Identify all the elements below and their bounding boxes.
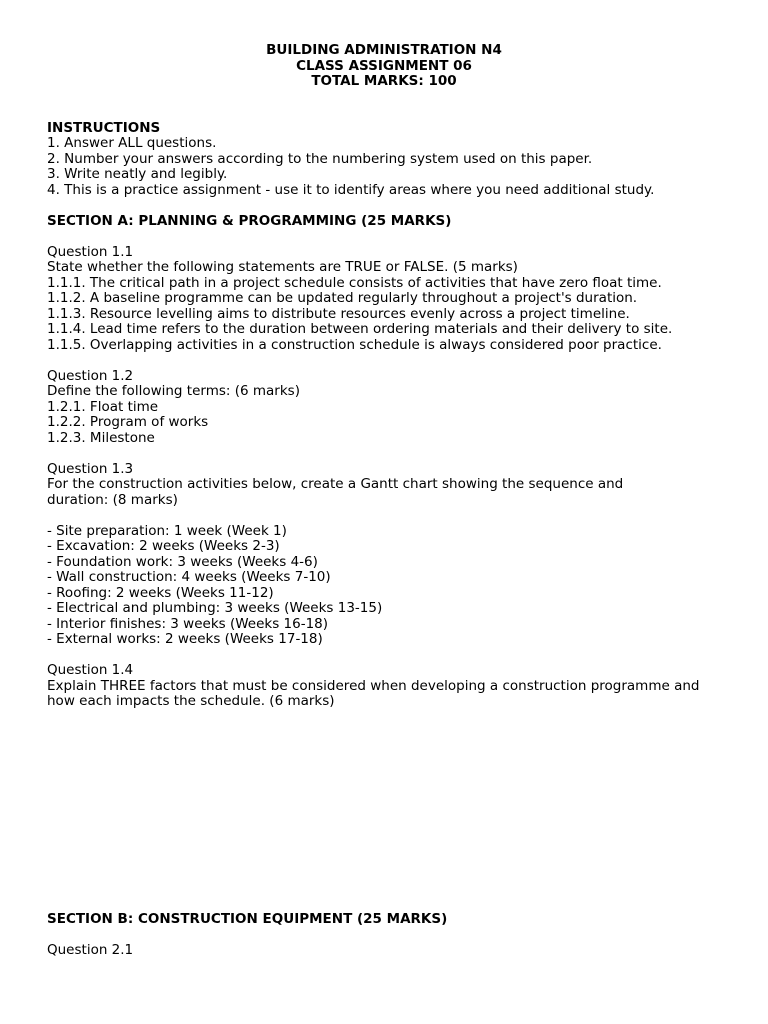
- section-b-heading: SECTION B: CONSTRUCTION EQUIPMENT (25 MARKS): [47, 910, 448, 927]
- instruction-item: 4. This is a practice assignment - use it to identify areas where you need additional study.: [47, 181, 655, 198]
- question-label: Question 1.2: [47, 367, 134, 384]
- question-item: 1.2.1. Float time: [47, 398, 159, 415]
- instruction-item: 3. Write neatly and legibly.: [47, 166, 228, 182]
- question-1-4: [47, 663, 727, 710]
- question-item: 1.1.2. A baseline programme can be updated regularly throughout a project's duration.: [47, 290, 638, 306]
- activity-item: - Interior finishes: 3 weeks (Weeks 16-18): [47, 615, 329, 632]
- activity-item: - Wall construction: 4 weeks (Weeks 7-10): [47, 569, 331, 585]
- question-item: 1.1.1. The critical path in a project schedule consists of activities that have zero float time.: [47, 274, 662, 291]
- question-item: 1.1.5. Overlapping activities in a construction schedule is always considered poor practice.: [47, 336, 662, 353]
- instructions-block: [47, 121, 727, 199]
- header-subtitle: CLASS ASSIGNMENT 06: [296, 57, 472, 74]
- assignment-page: [47, 43, 727, 958]
- section-a-heading: SECTION A: PLANNING & PROGRAMMING (25 MARKS): [47, 212, 452, 229]
- question-prompt: Define the following terms: (6 marks): [47, 383, 300, 399]
- question-1-2: [47, 369, 727, 447]
- question-item: 1.2.3. Milestone: [47, 429, 155, 446]
- question-prompt: Explain THREE factors that must be considered when developing a construction programme and how each impacts the schedule. (6 marks): [47, 677, 700, 709]
- header-total-marks: TOTAL MARKS: 100: [311, 73, 457, 89]
- question-1-1: [47, 245, 727, 354]
- question-label: Question 1.1: [47, 243, 134, 260]
- instruction-item: 2. Number your answers according to the numbering system used on this paper.: [47, 150, 593, 167]
- question-item: 1.1.3. Resource levelling aims to distribute resources evenly across a project timeline.: [47, 305, 630, 322]
- activity-item: - Foundation work: 3 weeks (Weeks 4-6): [47, 553, 318, 570]
- question-1-3: [47, 462, 727, 648]
- question-label: Question 1.4: [47, 662, 134, 678]
- instructions-heading: INSTRUCTIONS: [47, 119, 161, 136]
- header-title: BUILDING ADMINISTRATION N4: [266, 42, 502, 58]
- instruction-item: 1. Answer ALL questions.: [47, 135, 217, 151]
- activity-item: - External works: 2 weeks (Weeks 17-18): [47, 631, 323, 647]
- question-item: 1.1.4. Lead time refers to the duration between ordering materials and their delivery to site.: [47, 321, 673, 337]
- activity-item: - Site preparation: 1 week (Week 1): [47, 522, 287, 539]
- activity-item: - Roofing: 2 weeks (Weeks 11-12): [47, 584, 274, 601]
- question-item: 1.2.2. Program of works: [47, 414, 209, 430]
- document-header: [47, 43, 721, 90]
- question-prompt: State whether the following statements are TRUE or FALSE. (5 marks): [47, 259, 518, 275]
- activity-item: - Electrical and plumbing: 3 weeks (Weeks 13-15): [47, 600, 383, 616]
- activity-item: - Excavation: 2 weeks (Weeks 2-3): [47, 538, 280, 554]
- question-2-1-label: Question 2.1: [47, 941, 134, 958]
- question-label: Question 1.3: [47, 460, 134, 477]
- question-prompt: For the construction activities below, create a Gantt chart showing the sequence and duration: (8 marks): [47, 476, 624, 508]
